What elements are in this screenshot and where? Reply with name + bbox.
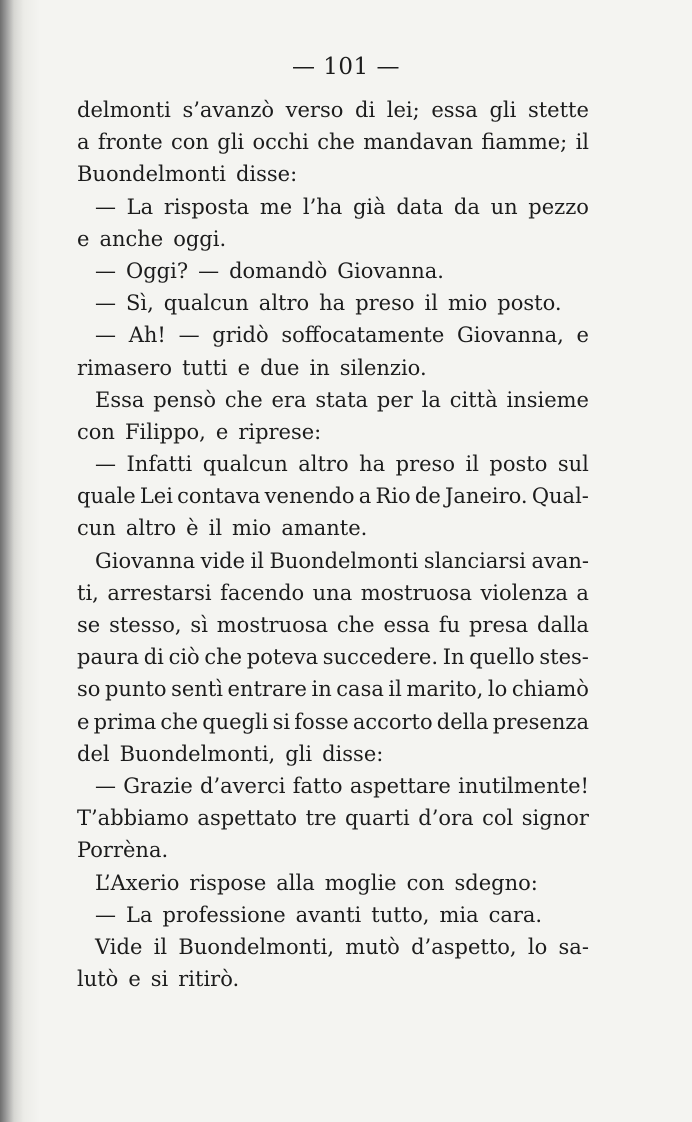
word: In (442, 645, 465, 670)
word: quale (77, 484, 136, 509)
word: gridò (212, 323, 269, 348)
word: data (396, 194, 444, 219)
word: ritirò. (178, 967, 240, 992)
text-line (77, 94, 589, 126)
word: con (171, 130, 209, 155)
word: una (312, 580, 353, 605)
word: Buondelmonti, (119, 741, 276, 766)
word: della (436, 709, 489, 734)
word: casa (336, 677, 384, 702)
word: la (421, 387, 441, 412)
text-line (77, 673, 589, 705)
word: Giovanna. (337, 258, 444, 283)
word: con (77, 419, 115, 444)
word: entrare (227, 677, 307, 702)
word: il (250, 548, 264, 573)
word: lo (527, 934, 548, 959)
word: mia (439, 902, 479, 927)
word: che (336, 613, 375, 637)
word: il (465, 452, 479, 477)
word: d’averci (200, 773, 286, 798)
word: silenzio. (339, 355, 427, 380)
word: soffocatamente (281, 323, 445, 348)
word: paura (77, 645, 140, 670)
word: che (160, 709, 199, 734)
word: violenza (480, 580, 568, 605)
word: — (95, 323, 116, 348)
text-line (77, 899, 589, 931)
word: inutilmente! (458, 773, 589, 798)
word: se (77, 613, 101, 637)
word: qualcun (163, 291, 249, 316)
word: che (224, 387, 263, 412)
word: Buondelmonti (77, 162, 226, 187)
word: venendo (264, 484, 355, 509)
word: di (355, 98, 376, 122)
word: s’avanzò (182, 98, 275, 122)
text-line (77, 641, 589, 673)
word: stes- (539, 645, 589, 670)
word: in (311, 677, 332, 702)
word: — (95, 194, 116, 219)
word: e (77, 226, 90, 251)
word: punto (104, 677, 167, 702)
word: quarti (345, 806, 410, 831)
word: facendo (220, 580, 305, 605)
word: fatto (292, 773, 343, 798)
word: Giovanna, (457, 323, 564, 348)
word: per (376, 387, 413, 412)
word: prima (93, 709, 157, 734)
word: posto. (497, 291, 562, 316)
word: Qual- (531, 484, 589, 509)
word: gli (285, 741, 313, 766)
word: due (260, 355, 300, 380)
word: col (482, 806, 514, 831)
text-line (77, 416, 589, 448)
word: rispose (189, 870, 267, 895)
body-text (77, 94, 589, 995)
page-number: — 101 — (291, 54, 401, 80)
text-line (77, 577, 589, 609)
word: del (77, 741, 110, 766)
word: Sì, (126, 291, 154, 316)
word: L’Axerio (95, 870, 180, 895)
word: essa (431, 98, 478, 122)
word: mostruosa (216, 613, 329, 637)
word: qualcun (202, 452, 288, 477)
word: me (259, 194, 293, 219)
word: La (126, 902, 153, 927)
word: aspettare (349, 773, 451, 798)
word: lutò (77, 967, 119, 992)
word: Rio (375, 484, 411, 509)
word: sdegno: (454, 870, 538, 895)
word: sì (190, 613, 208, 637)
word: ciò (168, 645, 200, 670)
text-line (77, 931, 589, 963)
word: che (317, 130, 355, 155)
word: altro (298, 452, 349, 477)
word: Oggi? (126, 258, 189, 283)
word: quegli (202, 709, 269, 734)
word: marito, (406, 677, 484, 702)
word: chiamò (511, 677, 589, 702)
word: Lei (139, 484, 173, 509)
word: Grazie (123, 773, 193, 798)
word: mio (232, 516, 272, 541)
word: delmonti (77, 98, 171, 122)
word: — (198, 258, 220, 283)
word: mandavan (363, 130, 474, 155)
text-line (77, 512, 589, 544)
text-line (77, 802, 589, 834)
word: avanti (295, 902, 362, 927)
word: fosse (294, 709, 349, 734)
word: succedere. (322, 645, 439, 670)
word: cara. (488, 902, 543, 927)
word: preso (395, 452, 455, 477)
word: disse: (322, 741, 384, 766)
text-line (77, 352, 589, 384)
word: stesso, (109, 613, 182, 637)
text-line (77, 706, 589, 738)
word: lo (487, 677, 508, 702)
text-line (77, 834, 589, 866)
word: pezzo (528, 194, 589, 219)
word: — (95, 258, 116, 283)
word: a (77, 130, 90, 155)
word: sentì (171, 677, 223, 702)
word: verso (285, 98, 344, 122)
word: essa (383, 613, 430, 637)
word: — (95, 902, 116, 927)
word: avan- (531, 548, 589, 573)
word: è (186, 516, 199, 541)
word: l’ha (302, 194, 343, 219)
word: amante. (281, 516, 368, 541)
word: rimasero (77, 355, 173, 380)
text-line (77, 738, 589, 770)
word: anche (99, 226, 164, 251)
word: stette (527, 98, 589, 122)
text-line (77, 448, 589, 480)
word: a (576, 580, 589, 605)
word: fronte (97, 130, 163, 155)
word: sa- (558, 934, 589, 959)
text-line (77, 867, 589, 899)
word: so (77, 677, 101, 702)
word: e (576, 323, 589, 348)
word: stata (315, 387, 369, 412)
word: de (414, 484, 441, 509)
text-line (77, 609, 589, 641)
word: dalla (537, 613, 589, 637)
word: — (95, 773, 116, 798)
text-line (77, 319, 589, 351)
word: — (95, 452, 116, 477)
word: sul (557, 452, 589, 477)
word: mostruosa (360, 580, 472, 605)
word: il (153, 934, 168, 959)
text-line (77, 255, 589, 287)
word: Buondelmonti, (178, 934, 335, 959)
word: ha (319, 291, 346, 316)
word: preso (355, 291, 415, 316)
word: Buondelmonti (269, 548, 419, 573)
word: disse: (235, 162, 298, 187)
text-line (77, 480, 589, 512)
word: gli (217, 130, 245, 155)
word: il (208, 516, 223, 541)
word: e (215, 419, 229, 444)
word: T’abbiamo (77, 806, 189, 831)
word: lei; (386, 98, 420, 122)
word: contava (177, 484, 261, 509)
word: domandò (229, 258, 328, 283)
word: d’ora (418, 806, 474, 831)
word: in (309, 355, 330, 380)
word: vide (200, 548, 246, 573)
word: un (490, 194, 518, 219)
word: il (388, 677, 402, 702)
word: di (143, 645, 164, 670)
word: da (453, 194, 480, 219)
word: tre (305, 806, 337, 831)
word: con (406, 870, 445, 895)
word: Giovanna (95, 548, 196, 573)
word: e (77, 709, 90, 734)
word: pensò (153, 387, 217, 412)
word: risposta (163, 194, 250, 219)
word: Essa (95, 387, 145, 412)
word: occhi (252, 130, 309, 155)
word: La (126, 194, 154, 219)
word: si (272, 709, 291, 734)
word: accorto (352, 709, 433, 734)
text-line (77, 223, 589, 255)
word: si (150, 967, 169, 992)
word: e (128, 967, 141, 992)
word: — (95, 291, 116, 316)
word: altro (125, 516, 177, 541)
word: fiamme; (481, 130, 568, 155)
word: cun (77, 516, 116, 541)
word: arrestarsi (107, 580, 212, 605)
word: era (271, 387, 307, 412)
word: professione (162, 902, 286, 927)
word: slanciarsi (423, 548, 526, 573)
word: altro (258, 291, 310, 316)
word: fu (438, 613, 461, 637)
word: ha (359, 452, 386, 477)
text-line (77, 770, 589, 802)
word: poteva (246, 645, 319, 670)
word: Vide (95, 934, 143, 959)
word: gli (489, 98, 517, 122)
word: — (178, 323, 200, 348)
text-line (77, 963, 589, 995)
word: e (237, 355, 251, 380)
word: il (424, 291, 438, 316)
word: moglie (324, 870, 397, 895)
word: quello (469, 645, 535, 670)
word: il (575, 130, 589, 155)
word: alla (276, 870, 315, 895)
text-line (77, 384, 589, 416)
word: Ah! (128, 323, 166, 348)
word: già (352, 194, 386, 219)
word: mio (447, 291, 488, 316)
word: signor (521, 806, 589, 831)
word: Porrèna. (77, 838, 169, 863)
word: presenza (492, 709, 589, 734)
word: aspettato (197, 806, 298, 831)
word: insieme (506, 387, 589, 412)
word: d’aspetto, (411, 934, 517, 959)
word: a (358, 484, 372, 509)
word: tutti (182, 355, 228, 380)
text-line (77, 158, 589, 190)
word: Filippo, (124, 419, 206, 444)
text-line (77, 126, 589, 158)
word: Infatti (126, 452, 193, 477)
word: posto (489, 452, 548, 477)
text-line (77, 545, 589, 577)
word: oggi. (173, 226, 227, 251)
word: ti, (77, 580, 99, 605)
word: mutò (345, 934, 400, 959)
text-line (77, 287, 589, 319)
word: tutto, (371, 902, 430, 927)
text-line (77, 191, 589, 223)
word: città (449, 387, 498, 412)
word: riprese: (238, 419, 322, 444)
word: che (204, 645, 243, 670)
word: Janeiro. (444, 484, 528, 509)
word: presa (468, 613, 529, 637)
